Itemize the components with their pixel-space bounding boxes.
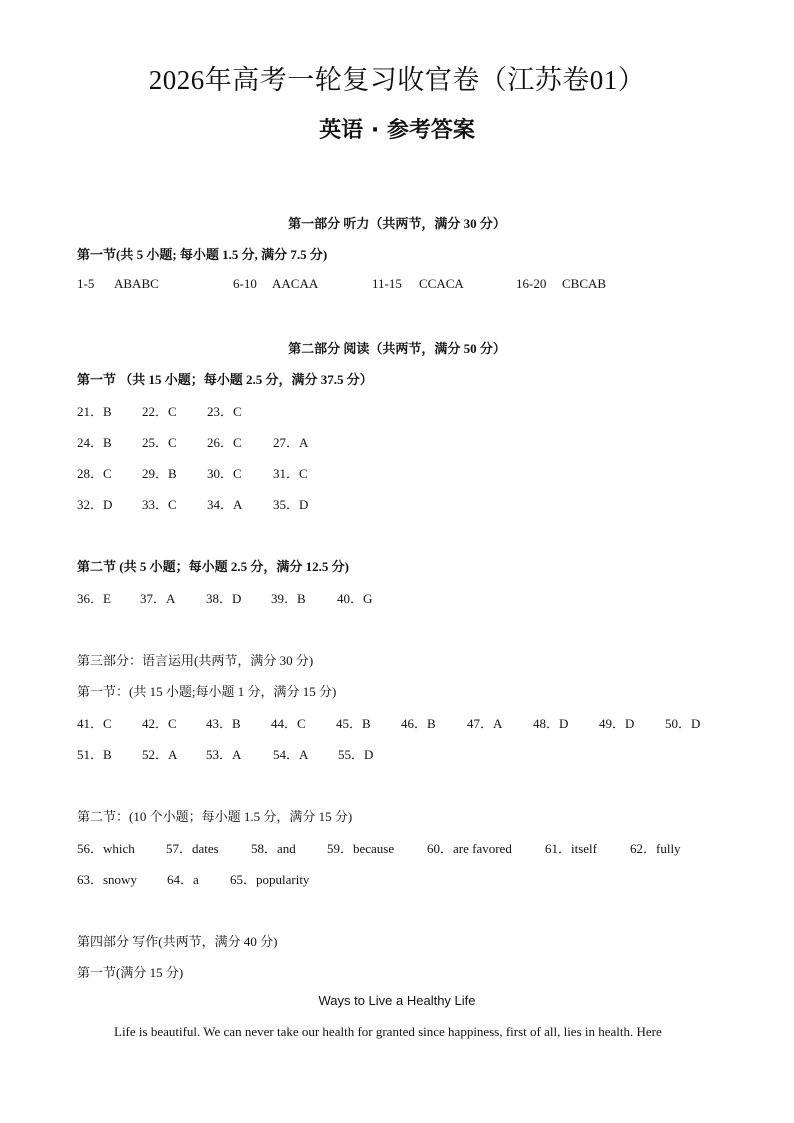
part4-section1-heading: 第一节(满分 15 分) (77, 965, 184, 980)
answer-item: 24．B (77, 435, 112, 450)
answer-key: ABABC (114, 276, 159, 291)
answer-item: 48．D (533, 716, 569, 731)
answer-item: 35．D (273, 497, 309, 512)
answer-range: 1-5 (77, 276, 95, 291)
page-subtitle: 英语 · 参考答案 (319, 118, 475, 143)
answer-item: 51．B (77, 747, 112, 762)
part3-heading: 第三部分：语言运用(共两节，满分 30 分) (77, 653, 314, 668)
part3-section2-heading: 第二节：(10 个小题；每小题 1.5 分，满分 15 分) (77, 809, 353, 824)
answer-item: 57．dates (166, 841, 219, 856)
answer-item: 26．C (207, 435, 242, 450)
answer-range: 11-15 (372, 276, 402, 291)
answer-item: 21．B (77, 404, 112, 419)
answer-item: 28．C (77, 466, 112, 481)
answer-item: 37．A (140, 591, 176, 606)
part3-section1-heading: 第一节：(共 15 小题;每小题 1 分，满分 15 分) (77, 684, 337, 699)
answer-item: 23．C (207, 404, 242, 419)
answer-item: 38．D (206, 591, 242, 606)
answer-item: 30．C (207, 466, 242, 481)
answer-item: 59．because (327, 841, 395, 856)
answer-item: 43．B (206, 716, 241, 731)
part2-section2-heading: 第二节 (共 5 小题；每小题 2.5 分，满分 12.5 分) (77, 559, 349, 574)
answer-item: 53．A (206, 747, 242, 762)
answer-item: 56．which (77, 841, 135, 856)
answer-item: 58．and (251, 841, 296, 856)
answer-item: 63．snowy (77, 872, 137, 887)
answer-item: 64．a (167, 872, 199, 887)
answer-item: 36．E (77, 591, 111, 606)
answer-item: 65．popularity (230, 872, 310, 887)
answer-item: 33．C (142, 497, 177, 512)
part1-heading: 第一部分 听力（共两节，满分 30 分） (288, 216, 506, 231)
answer-item: 50．D (665, 716, 701, 731)
part2-heading: 第二部分 阅读（共两节，满分 50 分） (288, 341, 506, 356)
answer-item: 45．B (336, 716, 371, 731)
answer-item: 29．B (142, 466, 177, 481)
answer-item: 44．C (271, 716, 306, 731)
answer-item: 46．B (401, 716, 436, 731)
answer-key: CBCAB (562, 276, 607, 291)
answer-item: 31．C (273, 466, 308, 481)
answer-item: 47．A (467, 716, 503, 731)
answer-item: 32．D (77, 497, 113, 512)
part2-section1-heading: 第一节 （共 15 小题；每小题 2.5 分，满分 37.5 分） (77, 372, 373, 387)
answer-item: 62．fully (630, 841, 681, 856)
answer-item: 40．G (337, 591, 373, 606)
answer-item: 27．A (273, 435, 309, 450)
answer-item: 60．are favored (427, 841, 512, 856)
essay-paragraph: Life is beautiful. We can never take our health for granted since happiness, first of all, lies in health. Here (114, 1024, 662, 1039)
part1-section1-heading: 第一节(共 5 小题; 每小题 1.5 分, 满分 7.5 分) (77, 247, 328, 262)
answer-item: 41．C (77, 716, 112, 731)
answer-item: 25．C (142, 435, 177, 450)
answer-item: 34．A (207, 497, 243, 512)
page-title: 2026年高考一轮复习收官卷（江苏卷01） (148, 65, 646, 95)
answer-key: AACAA (272, 276, 319, 291)
answer-key: CCACA (419, 276, 464, 291)
answer-item: 55．D (338, 747, 374, 762)
answer-item: 39．B (271, 591, 306, 606)
answer-item: 52．A (142, 747, 178, 762)
answer-item: 61．itself (545, 841, 597, 856)
part4-heading: 第四部分 写作(共两节，满分 40 分) (77, 934, 278, 949)
answer-item: 54．A (273, 747, 309, 762)
answer-item: 22．C (142, 404, 177, 419)
answer-item: 42．C (142, 716, 177, 731)
answer-item: 49．D (599, 716, 635, 731)
answer-range: 16-20 (516, 276, 547, 291)
essay-title: Ways to Live a Healthy Life (318, 993, 476, 1008)
answer-range: 6-10 (233, 276, 257, 291)
